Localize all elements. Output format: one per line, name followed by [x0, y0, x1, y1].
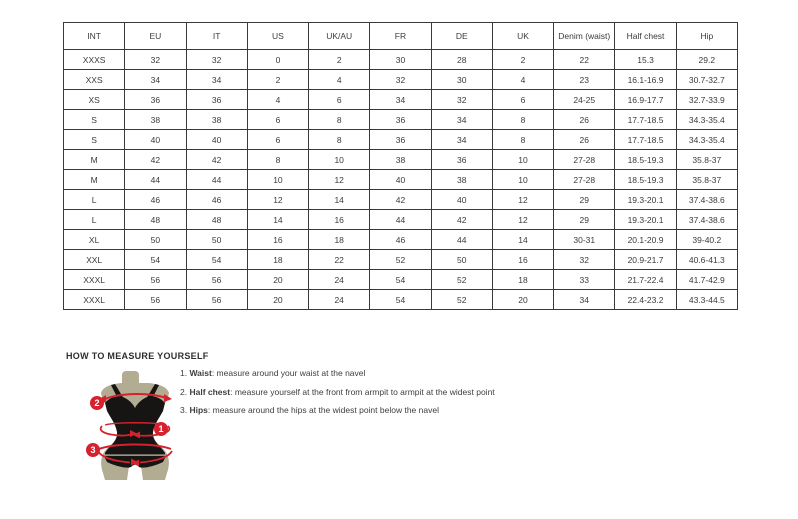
- table-cell: 10: [492, 150, 553, 170]
- table-cell: 20.1-20.9: [615, 230, 676, 250]
- mannequin-illustration: [85, 370, 177, 482]
- table-cell: 4: [492, 70, 553, 90]
- table-cell: 15.3: [615, 50, 676, 70]
- table-cell: 18: [309, 230, 370, 250]
- size-label-cell: S: [64, 110, 125, 130]
- table-cell: 6: [247, 130, 308, 150]
- table-cell: 30: [431, 70, 492, 90]
- table-cell: 41.7-42.9: [676, 270, 737, 290]
- size-label-cell: XXS: [64, 70, 125, 90]
- size-label-cell: XXXL: [64, 290, 125, 310]
- size-label-cell: XS: [64, 90, 125, 110]
- table-cell: 36: [186, 90, 247, 110]
- table-row: [64, 230, 738, 250]
- table-cell: 30: [370, 50, 431, 70]
- table-cell: 34: [125, 70, 186, 90]
- table-cell: 38: [125, 110, 186, 130]
- table-cell: 14: [492, 230, 553, 250]
- size-label-cell: XXXS: [64, 50, 125, 70]
- table-row: [64, 70, 738, 90]
- table-cell: 32: [186, 50, 247, 70]
- table-row: [64, 150, 738, 170]
- table-cell: 22: [309, 250, 370, 270]
- table-cell: 30-31: [554, 230, 615, 250]
- table-cell: 34: [186, 70, 247, 90]
- table-cell: 46: [125, 190, 186, 210]
- table-cell: 26: [554, 110, 615, 130]
- table-cell: 8: [309, 130, 370, 150]
- table-row: [64, 210, 738, 230]
- mannequin-figure: [85, 370, 177, 482]
- table-row: [64, 90, 738, 110]
- table-cell: 54: [370, 270, 431, 290]
- table-cell: 42: [125, 150, 186, 170]
- table-cell: 40.6-41.3: [676, 250, 737, 270]
- table-row: [64, 110, 738, 130]
- table-cell: 29: [554, 210, 615, 230]
- table-cell: 36: [370, 110, 431, 130]
- table-cell: 2: [492, 50, 553, 70]
- size-label-cell: M: [64, 150, 125, 170]
- table-cell: 52: [431, 290, 492, 310]
- table-cell: 44: [186, 170, 247, 190]
- column-header: UK/AU: [309, 23, 370, 50]
- table-cell: 30.7-32.7: [676, 70, 737, 90]
- table-cell: 54: [125, 250, 186, 270]
- table-row: [64, 170, 738, 190]
- table-row: [64, 290, 738, 310]
- measure-steps: [180, 369, 540, 425]
- table-cell: 4: [309, 70, 370, 90]
- table-cell: 24: [309, 270, 370, 290]
- table-cell: 32: [554, 250, 615, 270]
- step-label: Hips: [189, 405, 208, 415]
- table-cell: 27-28: [554, 170, 615, 190]
- table-cell: 44: [431, 230, 492, 250]
- table-cell: 35.8-37: [676, 170, 737, 190]
- column-header: US: [247, 23, 308, 50]
- table-cell: 18.5-19.3: [615, 150, 676, 170]
- table-cell: 56: [125, 270, 186, 290]
- table-cell: 19.3-20.1: [615, 210, 676, 230]
- table-cell: 38: [431, 170, 492, 190]
- table-cell: 33: [554, 270, 615, 290]
- table-cell: 20: [492, 290, 553, 310]
- table-cell: 36: [125, 90, 186, 110]
- table-row: [64, 50, 738, 70]
- table-row: [64, 130, 738, 150]
- table-cell: 20: [247, 290, 308, 310]
- table-cell: 32: [370, 70, 431, 90]
- table-cell: 56: [125, 290, 186, 310]
- table-cell: 34: [554, 290, 615, 310]
- step-text: : measure yourself at the front from armpit to armpit at the widest point: [230, 386, 495, 397]
- table-cell: 50: [125, 230, 186, 250]
- table-cell: 39-40.2: [676, 230, 737, 250]
- table-cell: 20: [247, 270, 308, 290]
- hips-badge-number: 3: [90, 445, 96, 456]
- table-cell: 40: [431, 190, 492, 210]
- measure-step: [180, 406, 540, 416]
- table-cell: 18.5-19.3: [615, 170, 676, 190]
- table-cell: 12: [492, 190, 553, 210]
- table-row: [64, 270, 738, 290]
- column-header: DE: [431, 23, 492, 50]
- table-cell: 38: [186, 110, 247, 130]
- table-cell: 16.9-17.7: [615, 90, 676, 110]
- table-cell: 26: [554, 130, 615, 150]
- table-cell: 36: [370, 130, 431, 150]
- size-label-cell: XXL: [64, 250, 125, 270]
- table-cell: 52: [370, 250, 431, 270]
- table-cell: 14: [309, 190, 370, 210]
- table-cell: 32: [431, 90, 492, 110]
- table-cell: 34.3-35.4: [676, 130, 737, 150]
- table-cell: 19.3-20.1: [615, 190, 676, 210]
- table-cell: 10: [492, 170, 553, 190]
- column-header: INT: [64, 23, 125, 50]
- table-cell: 16: [247, 230, 308, 250]
- size-label-cell: XXXL: [64, 270, 125, 290]
- size-label-cell: L: [64, 210, 125, 230]
- table-cell: 6: [309, 90, 370, 110]
- table-cell: 36: [431, 150, 492, 170]
- table-cell: 34.3-35.4: [676, 110, 737, 130]
- table-cell: 40: [125, 130, 186, 150]
- table-cell: 12: [492, 210, 553, 230]
- table-cell: 28: [431, 50, 492, 70]
- table-cell: 54: [370, 290, 431, 310]
- measure-section-title: HOW TO MEASURE YOURSELF: [66, 351, 209, 361]
- step-number: 2.: [180, 386, 188, 397]
- header-row: [64, 23, 738, 50]
- table-cell: 46: [186, 190, 247, 210]
- table-cell: 40: [186, 130, 247, 150]
- table-cell: 16: [492, 250, 553, 270]
- table-cell: 10: [247, 170, 308, 190]
- table-cell: 46: [370, 230, 431, 250]
- table-cell: 50: [186, 230, 247, 250]
- table-cell: 29: [554, 190, 615, 210]
- table-cell: 6: [492, 90, 553, 110]
- table-cell: 34: [431, 130, 492, 150]
- table-cell: 27-28: [554, 150, 615, 170]
- table-cell: 18: [492, 270, 553, 290]
- table-cell: 14: [247, 210, 308, 230]
- table-cell: 16: [309, 210, 370, 230]
- size-label-cell: L: [64, 190, 125, 210]
- table-cell: 48: [125, 210, 186, 230]
- table-cell: 52: [431, 270, 492, 290]
- measure-step: [180, 369, 540, 379]
- waist-badge-number: 1: [158, 424, 164, 435]
- table-cell: 16.1-16.9: [615, 70, 676, 90]
- table-cell: 37.4-38.6: [676, 190, 737, 210]
- column-header: IT: [186, 23, 247, 50]
- table-cell: 18: [247, 250, 308, 270]
- table-cell: 8: [492, 110, 553, 130]
- table-cell: 43.3-44.5: [676, 290, 737, 310]
- step-number: 3.: [180, 405, 188, 415]
- size-label-cell: M: [64, 170, 125, 190]
- table-row: [64, 190, 738, 210]
- table-cell: 56: [186, 270, 247, 290]
- table-row: [64, 250, 738, 270]
- table-cell: 34: [431, 110, 492, 130]
- table-cell: 44: [125, 170, 186, 190]
- table-cell: 17.7-18.5: [615, 110, 676, 130]
- column-header: FR: [370, 23, 431, 50]
- size-chart-body: [64, 50, 738, 310]
- table-cell: 37.4-38.6: [676, 210, 737, 230]
- table-cell: 42: [370, 190, 431, 210]
- table-cell: 22: [554, 50, 615, 70]
- table-cell: 40: [370, 170, 431, 190]
- table-cell: 34: [370, 90, 431, 110]
- table-cell: 35.8-37: [676, 150, 737, 170]
- size-label-cell: S: [64, 130, 125, 150]
- column-header: Denim (waist): [554, 23, 615, 50]
- table-cell: 22.4-23.2: [615, 290, 676, 310]
- chest-badge-number: 2: [94, 398, 100, 409]
- step-number: 1.: [180, 368, 188, 378]
- size-chart-header: [64, 23, 738, 50]
- measure-step: [180, 388, 540, 398]
- table-cell: 23: [554, 70, 615, 90]
- table-cell: 21.7-22.4: [615, 270, 676, 290]
- size-chart-table: [63, 22, 738, 310]
- column-header: Hip: [676, 23, 737, 50]
- table-cell: 44: [370, 210, 431, 230]
- step-text: : measure around the hips at the widest point below the navel: [207, 405, 439, 415]
- table-cell: 8: [247, 150, 308, 170]
- table-cell: 0: [247, 50, 308, 70]
- table-cell: 24: [309, 290, 370, 310]
- table-cell: 32: [125, 50, 186, 70]
- table-cell: 50: [431, 250, 492, 270]
- table-cell: 8: [492, 130, 553, 150]
- table-cell: 32.7-33.9: [676, 90, 737, 110]
- table-cell: 29.2: [676, 50, 737, 70]
- column-header: Half chest: [615, 23, 676, 50]
- table-cell: 8: [309, 110, 370, 130]
- table-cell: 10: [309, 150, 370, 170]
- table-cell: 38: [370, 150, 431, 170]
- table-cell: 2: [309, 50, 370, 70]
- table-cell: 17.7-18.5: [615, 130, 676, 150]
- table-cell: 42: [186, 150, 247, 170]
- step-text: : measure around your waist at the navel: [211, 368, 366, 378]
- table-cell: 4: [247, 90, 308, 110]
- size-label-cell: XL: [64, 230, 125, 250]
- table-cell: 24-25: [554, 90, 615, 110]
- table-cell: 12: [247, 190, 308, 210]
- table-cell: 54: [186, 250, 247, 270]
- column-header: EU: [125, 23, 186, 50]
- table-cell: 20.9-21.7: [615, 250, 676, 270]
- table-cell: 6: [247, 110, 308, 130]
- table-cell: 48: [186, 210, 247, 230]
- column-header: UK: [492, 23, 553, 50]
- step-label: Half chest: [189, 386, 231, 397]
- table-cell: 2: [247, 70, 308, 90]
- table-cell: 42: [431, 210, 492, 230]
- step-label: Waist: [189, 368, 212, 378]
- table-cell: 12: [309, 170, 370, 190]
- table-cell: 56: [186, 290, 247, 310]
